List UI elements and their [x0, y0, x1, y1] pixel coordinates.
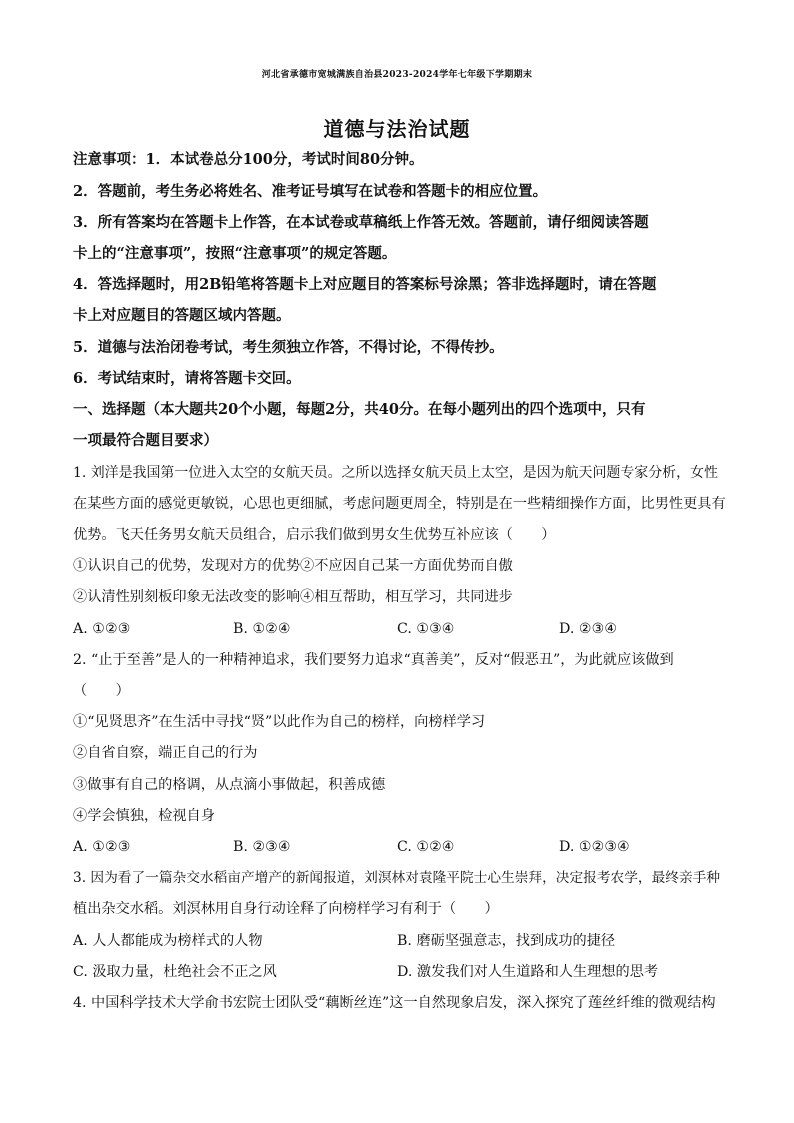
section-heading: 一项最符合题目要求）: [73, 432, 218, 449]
option-a: A. ①②③: [73, 621, 131, 637]
note-line: 4．答选择题时，用2B铅笔将答题卡上对应题目的答案标号涂黑；答非选择题时，请在答题: [73, 276, 657, 293]
question-stem: 优势。飞天任务男女航天员组合，启示我们做到男女生优势互补应该（ ）: [73, 527, 556, 543]
option-d: D. 激发我们对人生道路和人生理想的思考: [397, 964, 659, 980]
note-line: 3．所有答案均在答题卡上作答，在本试卷或草稿纸上作答无效。答题前，请仔细阅读答题: [73, 214, 649, 231]
option-d: D. ②③④: [559, 621, 618, 637]
note-line: 卡上的“注意事项”，按照“注意事项”的规定答题。: [73, 245, 397, 262]
question-stem: 3. 因为看了一篇杂交水稻亩产增产的新闻报道，刘溟林对袁隆平院士心生崇拜，决定报考农学，最终亲手种: [73, 870, 721, 886]
option-b: B. 磨砺坚强意志，找到成功的捷径: [397, 933, 616, 949]
question-stem: 在某些方面的感觉更敏锐，心思也更细腻，考虑问题更周全，特别是在一些精细操作方面，比男性更具有: [73, 496, 726, 512]
question-item: ③做事有自己的格调，从点滴小事做起，积善成德: [73, 777, 386, 793]
question-stem: 2. “止于至善”是人的一种精神追求，我们要努力追求“真善美”，反对“假恶丑”，为此就应该做到: [73, 652, 674, 668]
question-item: ④学会慎独，检视自身: [73, 808, 215, 824]
question-stem: （ ）: [73, 683, 130, 699]
question-stem: 4. 中国科学技术大学俞书宏院士团队受“藕断丝连”这一自然现象启发，深入探究了莲丝纤维的微观结构: [73, 995, 716, 1011]
note-line: 注意事项：1．本试卷总分100分，考试时间80分钟。: [73, 151, 424, 168]
question-item: ①认识自己的优势，发现对方的优势②不应因自己某一方面优势而自傲: [73, 558, 513, 574]
question-item: ②认清性别刻板印象无法改变的影响④相互帮助，相互学习，共同进步: [73, 589, 513, 605]
option-a: A. ①②③: [73, 839, 131, 855]
option-d: D. ①②③④: [559, 839, 630, 855]
note-line: 卡上对应题目的答题区域内答题。: [73, 307, 291, 324]
question-item: ①“见贤思齐”在生活中寻找“贤”以此作为自己的榜样，向榜样学习: [73, 714, 486, 730]
option-c: C. ①②④: [397, 839, 455, 855]
question-stem: 1. 刘洋是我国第一位进入太空的女航天员。之所以选择女航天员上太空，是因为航天问题专家分析，女性: [73, 465, 718, 481]
note-line: 5．道德与法治闭卷考试，考生须独立作答，不得讨论，不得传抄。: [73, 339, 504, 356]
exam-subtitle: 道德与法治试题: [323, 117, 471, 141]
option-a: A. 人人都能成为榜样式的人物: [73, 933, 263, 949]
option-b: B. ②③④: [233, 839, 291, 855]
option-c: C. ①③④: [397, 621, 455, 637]
option-b: B. ①②④: [233, 621, 291, 637]
exam-title: 河北省承德市宽城满族自治县2023-2024学年七年级下学期期末: [261, 70, 533, 80]
note-line: 2．答题前，考生务必将姓名、准考证号填写在试卷和答题卡的相应位置。: [73, 183, 548, 200]
section-heading: 一、选择题（本大题共20个小题，每题2分，共40分。在每小题列出的四个选项中，只有: [73, 401, 646, 418]
note-line: 6．考试结束时，请将答题卡交回。: [73, 370, 301, 387]
question-stem: 植出杂交水稻。刘溟林用自身行动诠释了向榜样学习有利于（ ）: [73, 901, 499, 917]
option-c: C. 汲取力量，杜绝社会不正之风: [73, 964, 277, 980]
question-item: ②自省自察，端正自己的行为: [73, 745, 258, 761]
